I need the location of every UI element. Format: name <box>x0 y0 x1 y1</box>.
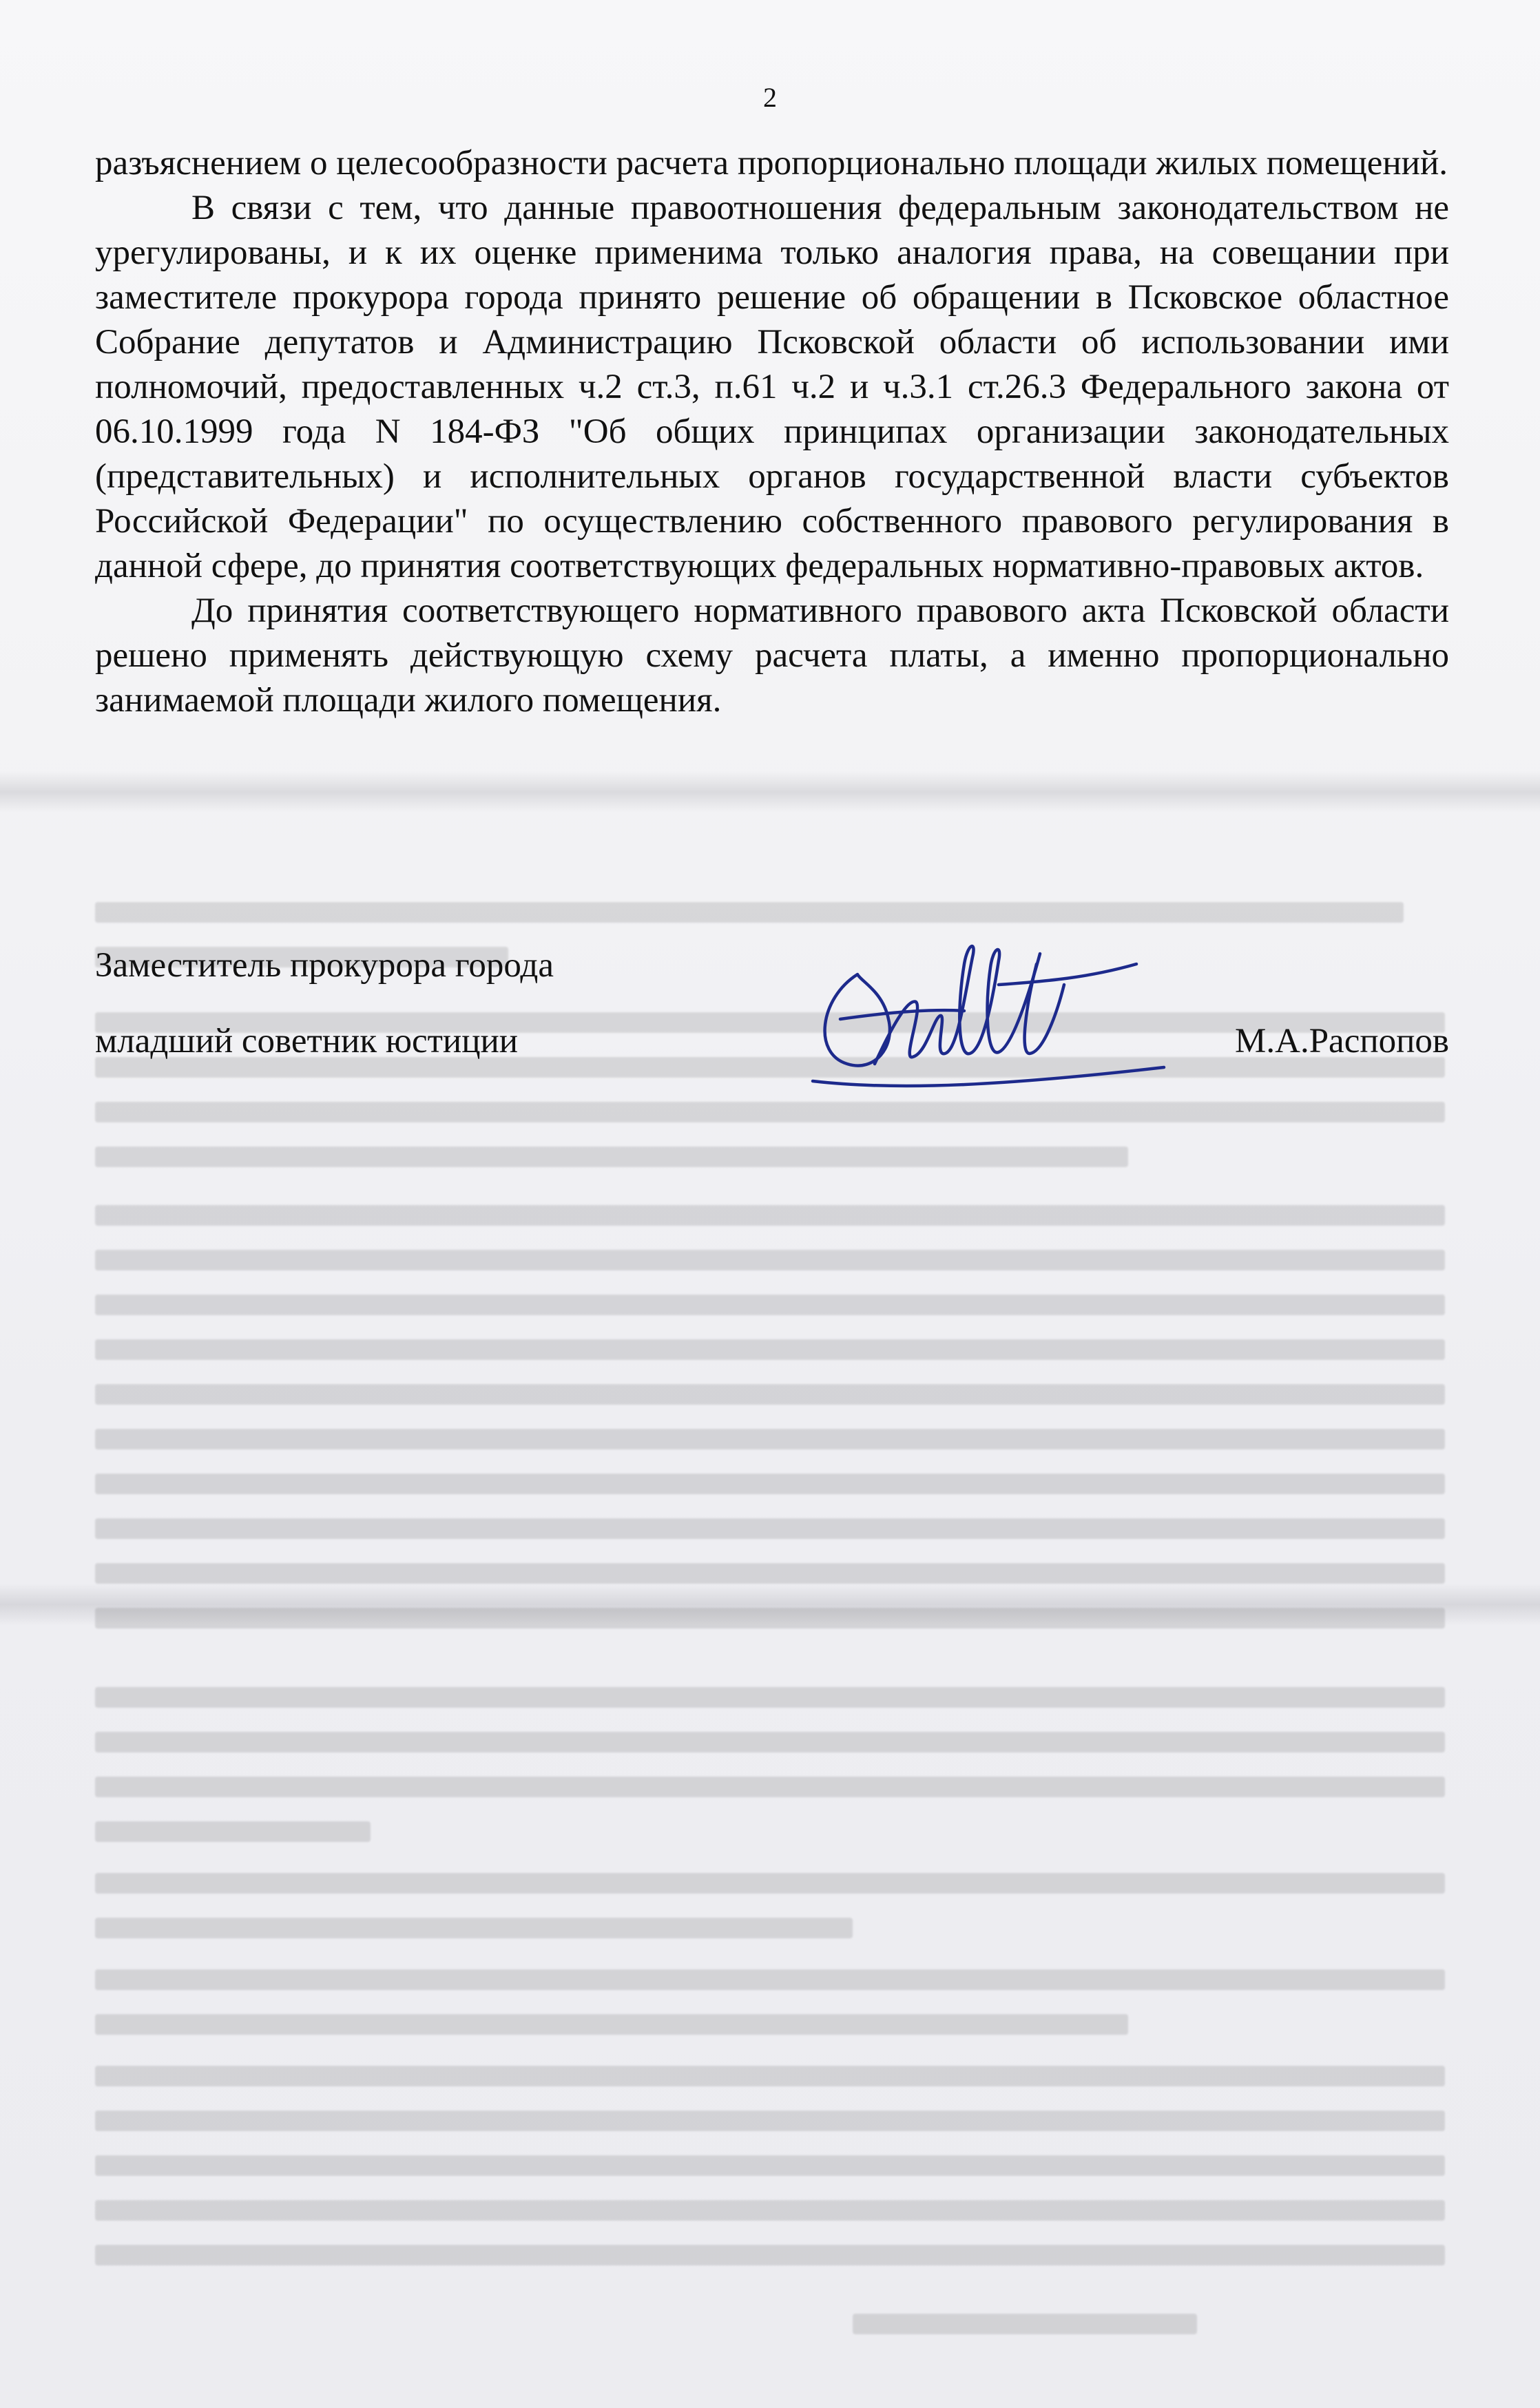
paper-fold-shadow <box>0 1584 1540 1625</box>
paper-fold-shadow <box>0 771 1540 813</box>
handwritten-signature <box>792 916 1178 1109</box>
page-number: 2 <box>763 82 777 113</box>
signatory-rank: младший советник юстиции <box>95 1022 519 1060</box>
paragraph-conclusion: До принятия соответствующего нормативного правового акта Псковской области решено применять действующую схему расчета платы, а именно пропорционально занимаемой площади жилого помещения. <box>95 591 1449 720</box>
paragraph-continuation: разъяснением о целесообразности расчета пропорционально площади жилых помещений. <box>95 144 1448 182</box>
paragraph-decision: В связи с тем, что данные правоотношения федеральным законодательством не урегулированы, и к их оценке применима только аналогия права, на совещании при заместителе прокурора города принято решение об обращении в Псковское областное Собрание депутатов и Администрацию Псковской области об использовании ими полномочий, предоставленных ч.2 ст.3, п.61 ч.2 и ч.3.1 ст.26.3 Федерального закона от 06.10.1999 года N 184-ФЗ "Об общих принципах организации законодательных (представительных) и исполнительных органов государственной власти субъектов Российской Федерации" по осуществлению собственного правового регулирования в данной сфере, до принятия соответствующих федеральных нормативно-правовых актов. <box>95 189 1449 585</box>
signatory-name: М.А.Распопов <box>1235 1022 1449 1060</box>
signatory-position: Заместитель прокурора города <box>95 946 554 985</box>
letter-body <box>95 141 1449 723</box>
bleed-through-text <box>95 875 1466 2376</box>
